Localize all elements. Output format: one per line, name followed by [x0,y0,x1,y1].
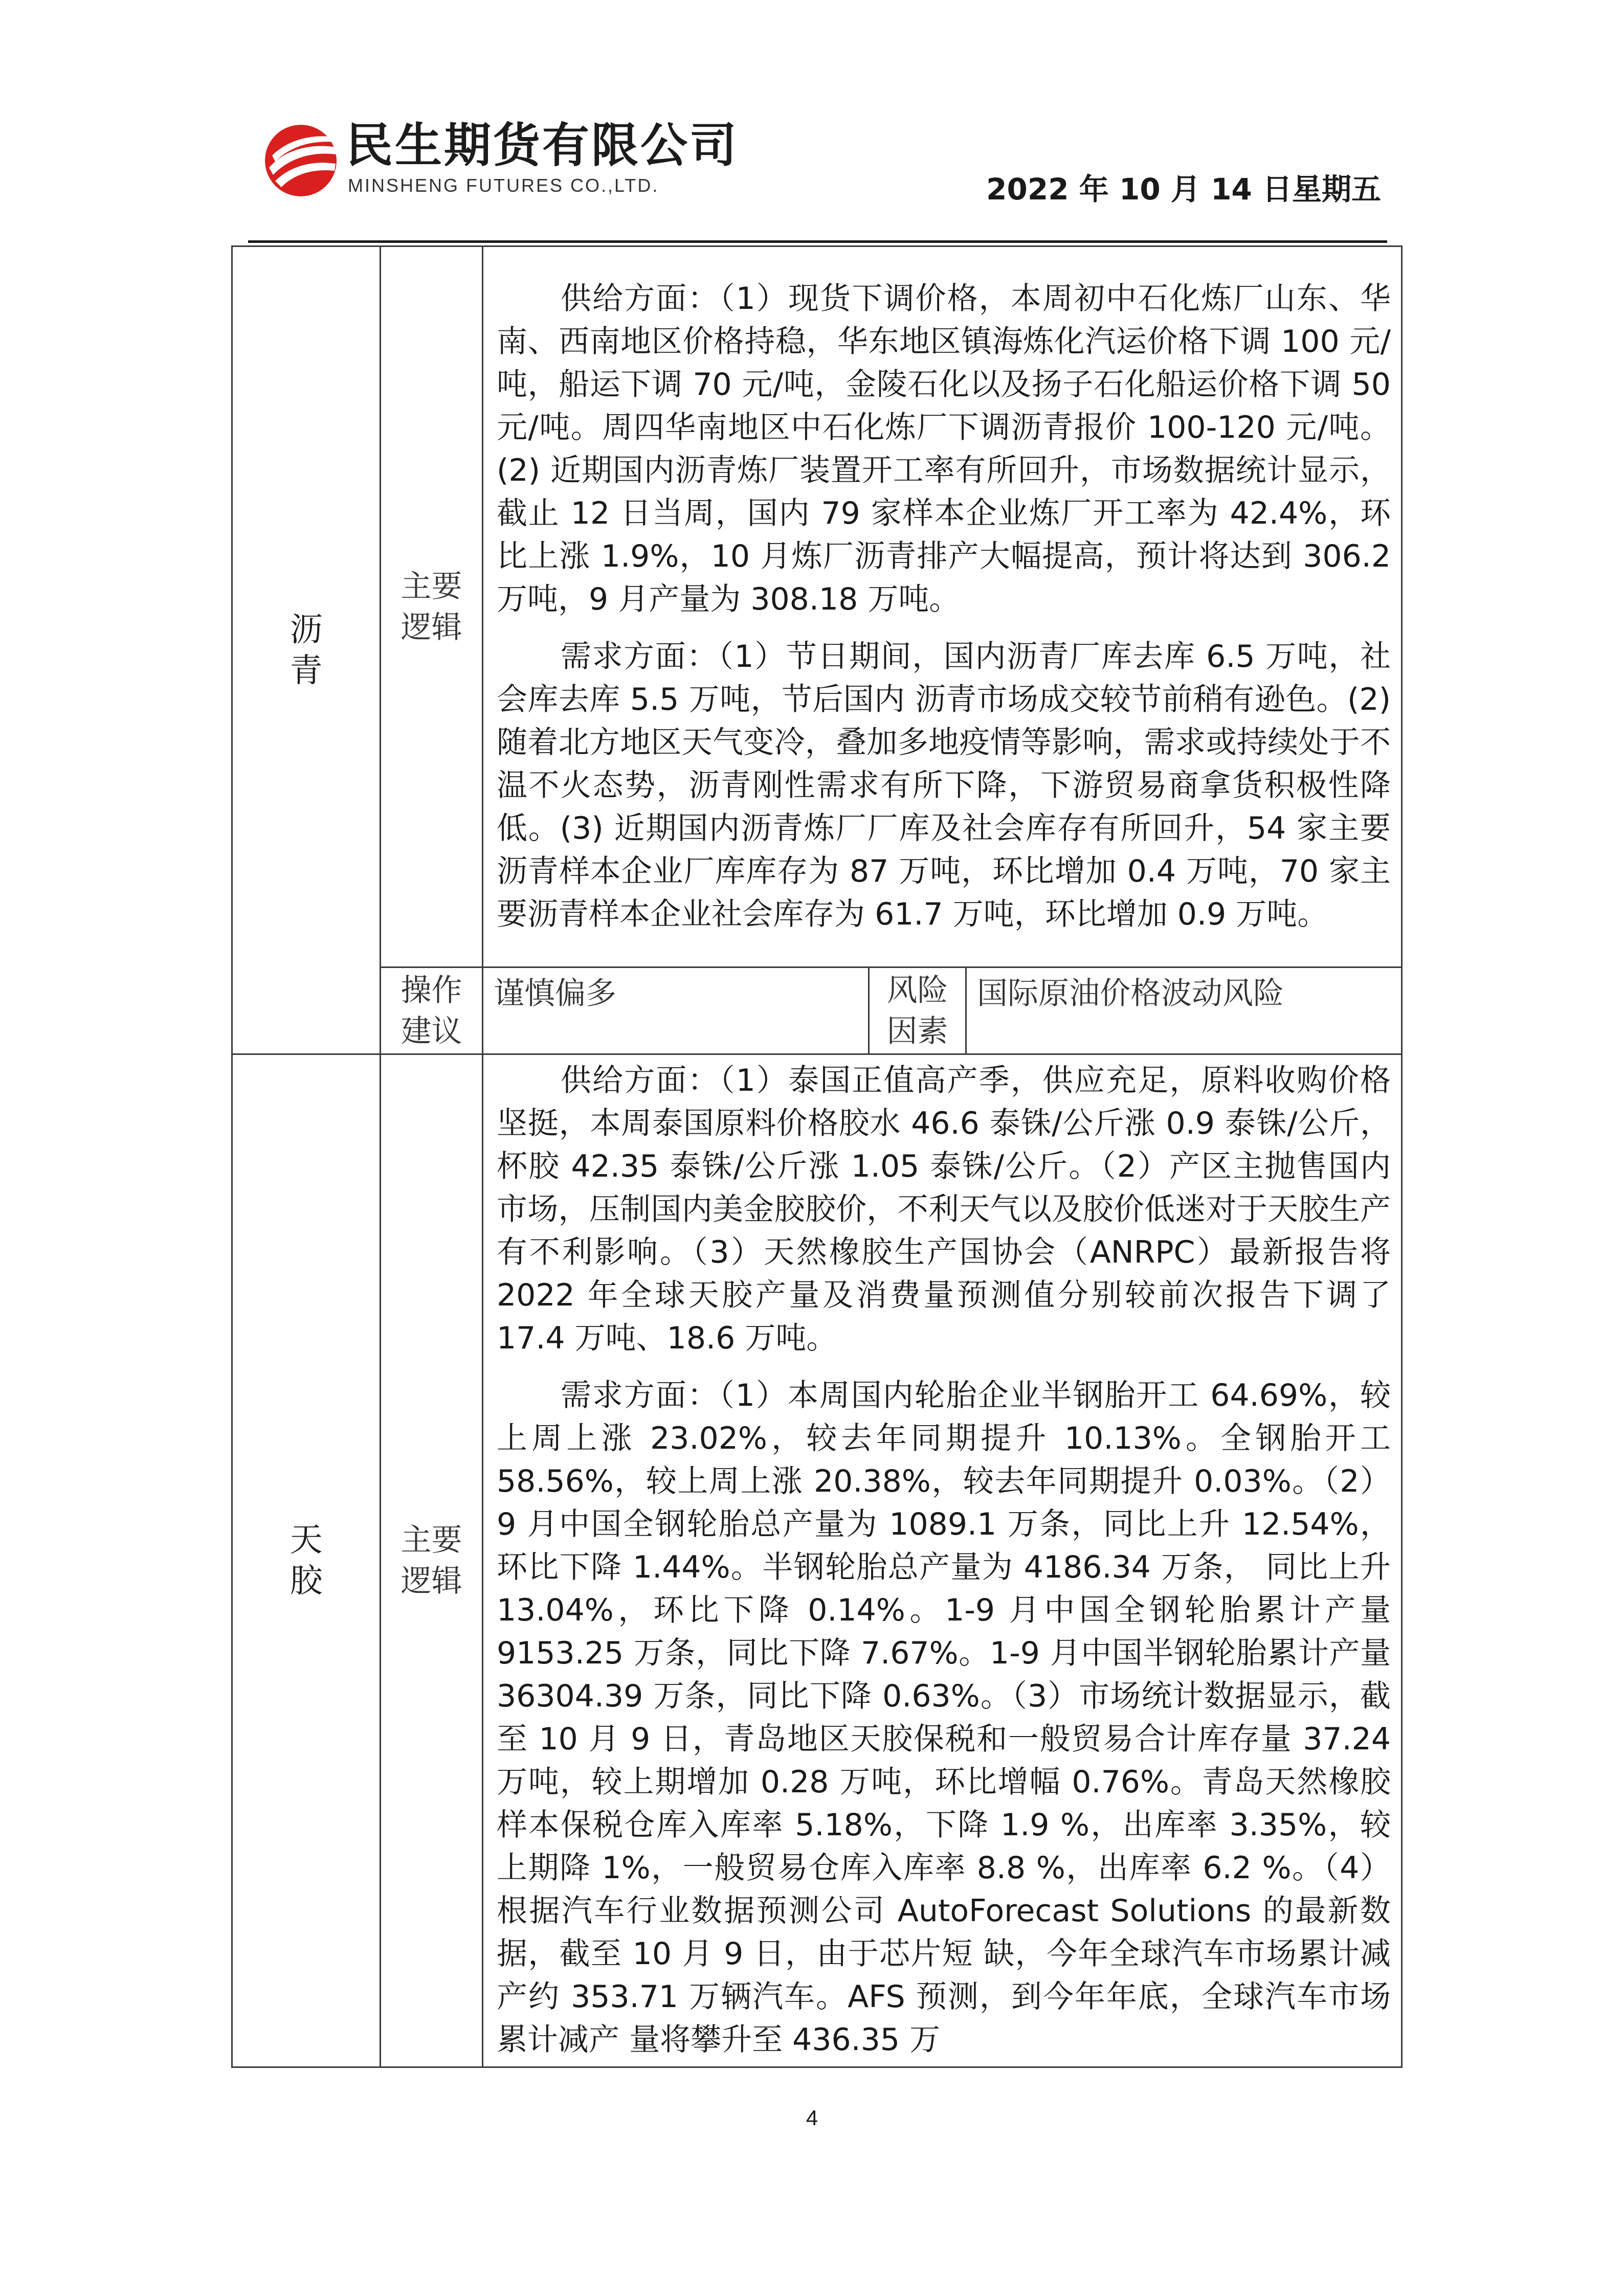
logo-cn-text: 民生期货有限公司 [346,118,739,173]
commodity-name-rubber: 天胶 [232,1054,381,2067]
company-logo [260,116,739,202]
rubber-logic-text [483,1054,1402,2067]
header-rule [248,240,1387,243]
rubber-demand-paragraph: 需求方面：（1）本周国内轮胎企业半钢胎开工 64.69%，较上周上涨 23.02%，较去年同期提升 10.13%。全钢胎开工 58.56%，较上周上涨 20.38%，较去年同期提升 0.03%。（2）9 月中国全钢轮胎总产量为 1089.1 万条，同比上升 12.54%，环比下降 1.44%。半钢轮胎总产量为 4186.34 万条， 同比上升 13.04%，环比下降 0.14%。1-9 月中国全钢轮胎累计产量 9153.25 万条，同比下降 7.67%。1-9 月中国半钢轮胎累计产量 36304.39 万条，同比下降 0.63%。（3）市场统计数据显示，截至 10 月 9 日，青岛地区天胶保税和一般贸易合计库存量 37.24 万吨，较上期增加 0.28 万吨，环比增幅 0.76%。青岛天然橡胶样本保税仓库入库率 5.18%，下降 1.9 %，出库率 3.35%，较上期降 1%，一般贸易仓库入库率 8.8 %，出库率 6.2 %。（4）根据汽车行业数据预测公司 AutoForecast Solutions 的最新数据，截至 10 月 9 日，由于芯片短 缺，今年全球汽车市场累计减产约 353.71 万辆汽车。AFS 预测，到今年年底，全球汽车市场累计减产 量将攀升至 436.35 万 [497,1378,1391,2058]
rubber-supply-paragraph: 供给方面：（1）泰国正值高产季，供应充足，原料收购价格坚挺，本周泰国原料价格胶水 46.6 泰铢/公斤涨 0.9 泰铢/公斤，杯胶 42.35 泰铢/公斤涨 1.05 泰铢/公斤。（2）产区主抛售国内市场，压制国内美金胶胶价，不利天气以及胶价低迷对于天胶生产有不利影响。（3）天然橡胶生产国协会（ANRPC）最新报告将 2022 年全球天胶产量及消费量预测值分别较前次报告下调了 17.4 万吨、18.6 万吨。 [497,1063,1391,1356]
risk-value: 国际原油价格波动风险 [966,967,1402,1054]
logic-label: 主要逻辑 [381,246,483,967]
logo-mark-icon [260,119,342,200]
op-value: 谨慎偏多 [483,967,869,1054]
analysis-table [231,245,1403,2068]
asphalt-logic-row [232,246,1402,967]
report-date: 2022 年 10 月 14 日星期五 [986,172,1381,207]
op-label: 操作建议 [381,967,483,1054]
rubber-logic-row [232,1054,1402,2067]
page-header [0,0,1624,244]
asphalt-logic-text [483,246,1402,967]
logic-label: 主要逻辑 [381,1054,483,2067]
asphalt-demand-paragraph: 需求方面：（1）节日期间，国内沥青厂库去库 6.5 万吨，社会库去库 5.5 万吨，节后国内 沥青市场成交较节前稍有逊色。(2) 随着北方地区天气变冷，叠加多地疫情等影响，需求或持续处于不温不火态势，沥青刚性需求有所下降，下游贸易商拿货积极性降低。(3) 近期国内沥青炼厂厂库及社会库存有所回升，54 家主要沥青样本企业厂库库存为 87 万吨，环比增加 0.4 万吨，70 家主要沥青样本企业社会库存为 61.7 万吨，环比增加 0.9 万吨。 [497,638,1391,932]
page-number: 4 [806,2106,818,2130]
risk-label: 风险因素 [869,967,966,1054]
logo-en-text: MINSHENG FUTURES CO.,LTD. [348,175,659,196]
commodity-name-asphalt: 沥青 [232,246,381,1054]
asphalt-op-row [232,967,1402,1054]
asphalt-supply-paragraph: 供给方面：（1）现货下调价格，本周初中石化炼厂山东、华南、西南地区价格持稳，华东地区镇海炼化汽运价格下调 100 元/吨，船运下调 70 元/吨，金陵石化以及扬子石化船运价格下调 50 元/吨。周四华南地区中石化炼厂下调沥青报价 100-120 元/吨。(2) 近期国内沥青炼厂装置开工率有所回升，市场数据统计显示，截止 12 日当周，国内 79 家样本企业炼厂开工率为 42.4%，环比上涨 1.9%，10 月炼厂沥青排产大幅提高，预计将达到 306.2 万吨，9 月产量为 308.18 万吨。 [497,280,1391,617]
